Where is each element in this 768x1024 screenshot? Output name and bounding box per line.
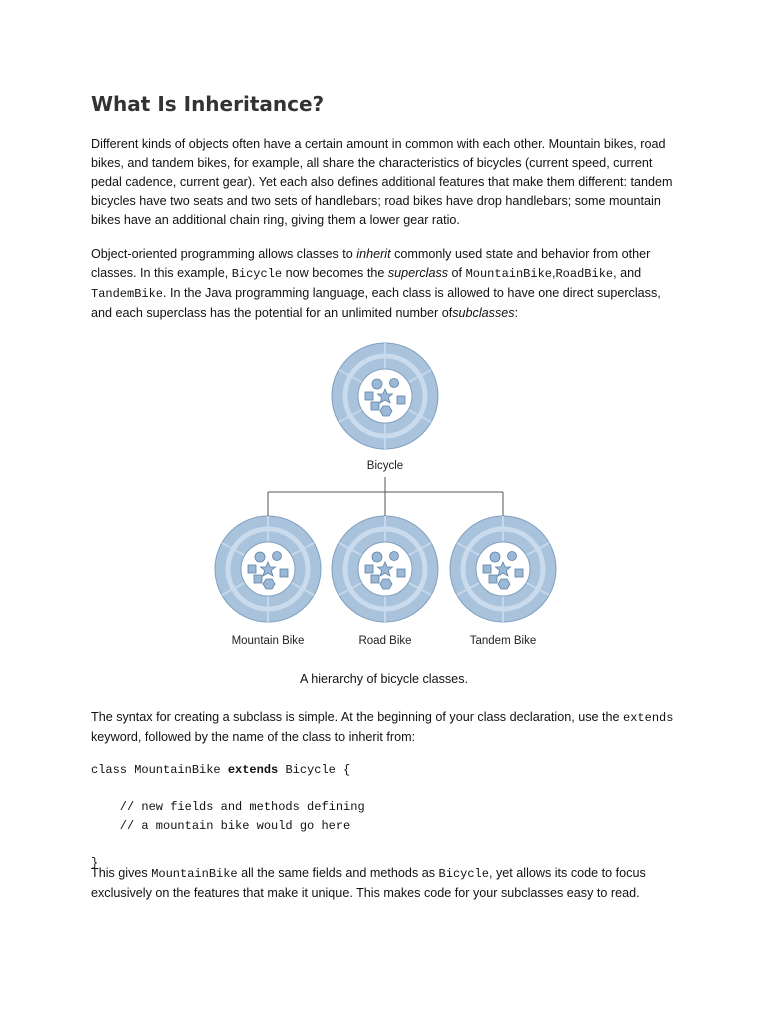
diagram-caption: A hierarchy of bicycle classes.	[300, 672, 468, 686]
tandem-bike-class-icon	[450, 516, 556, 622]
oop-paragraph	[91, 245, 681, 323]
text: all the same fields and methods as	[237, 866, 439, 880]
text: . In the Java programming language, each class is allowed to have one direct superclass, and each superclass has the potential for an unlimited number of	[91, 286, 661, 320]
term-superclass: superclass	[387, 266, 449, 280]
code-line-1	[91, 763, 350, 777]
text: now becomes the	[282, 266, 388, 280]
text: Object-oriented programming allows classes to	[91, 247, 357, 261]
text: commonly used state and behavior from other classes. In this example,	[91, 247, 651, 280]
intro-paragraph: Different kinds of objects often have a certain amount in common with each other. Mountain bikes, road bikes, and tandem bikes, for example, all share the characteristics of bicycles (current speed, current pedal cadence, current gear). Yet each also defines additional features that make them different: tandem bicycles have two seats and two sets of handlebars; road bikes have drop handlebars; some mountain bikes have an additional chain ring, giving them a lower gear ratio.	[91, 137, 673, 227]
text: :	[514, 306, 519, 320]
summary-paragraph	[91, 864, 681, 903]
code-text: class MountainBike	[91, 763, 228, 777]
page-title: What Is Inheritance?	[91, 92, 325, 116]
code-text: Bicycle {	[278, 763, 351, 777]
code-roadbike: RoadBike	[555, 267, 614, 281]
term-inherit: inherit	[356, 247, 391, 261]
code-mountainbike: MountainBike	[151, 867, 238, 881]
text: The syntax for creating a subclass is simple. At the beginning of your class declaration, use the	[91, 710, 624, 724]
tandem-bike-label: Tandem Bike	[469, 635, 537, 647]
code-bicycle: Bicycle	[438, 867, 489, 881]
syntax-paragraph	[91, 708, 681, 747]
text: of	[448, 266, 466, 280]
road-bike-label: Road Bike	[358, 635, 412, 647]
code-extends: extends	[623, 711, 674, 725]
code-line-3: // a mountain bike would go here	[91, 819, 351, 833]
bicycle-label: Bicycle	[366, 460, 404, 472]
code-tandembike: TandemBike	[91, 287, 164, 301]
hierarchy-connectors	[268, 477, 503, 516]
text: This gives	[91, 866, 152, 880]
code-mountainbike: MountainBike	[465, 267, 552, 281]
term-subclasses: subclasses	[452, 306, 515, 320]
code-line-2: // new fields and methods defining	[91, 800, 365, 814]
code-bicycle: Bicycle	[231, 267, 283, 281]
code-keyword: extends	[227, 763, 279, 777]
text: ,	[551, 266, 556, 280]
text: , and	[613, 266, 642, 280]
bicycle-class-icon	[332, 343, 438, 449]
code-line-4: }	[91, 856, 99, 870]
road-bike-class-icon	[332, 516, 438, 622]
text: keyword, followed by the name of the class to inherit from:	[91, 730, 416, 744]
text: , yet allows its code to focus exclusively on the features that make it unique. This makes code for your subclasses easy to read.	[91, 866, 646, 900]
mountain-bike-class-icon	[215, 516, 321, 622]
mountain-bike-label: Mountain Bike	[231, 635, 305, 647]
